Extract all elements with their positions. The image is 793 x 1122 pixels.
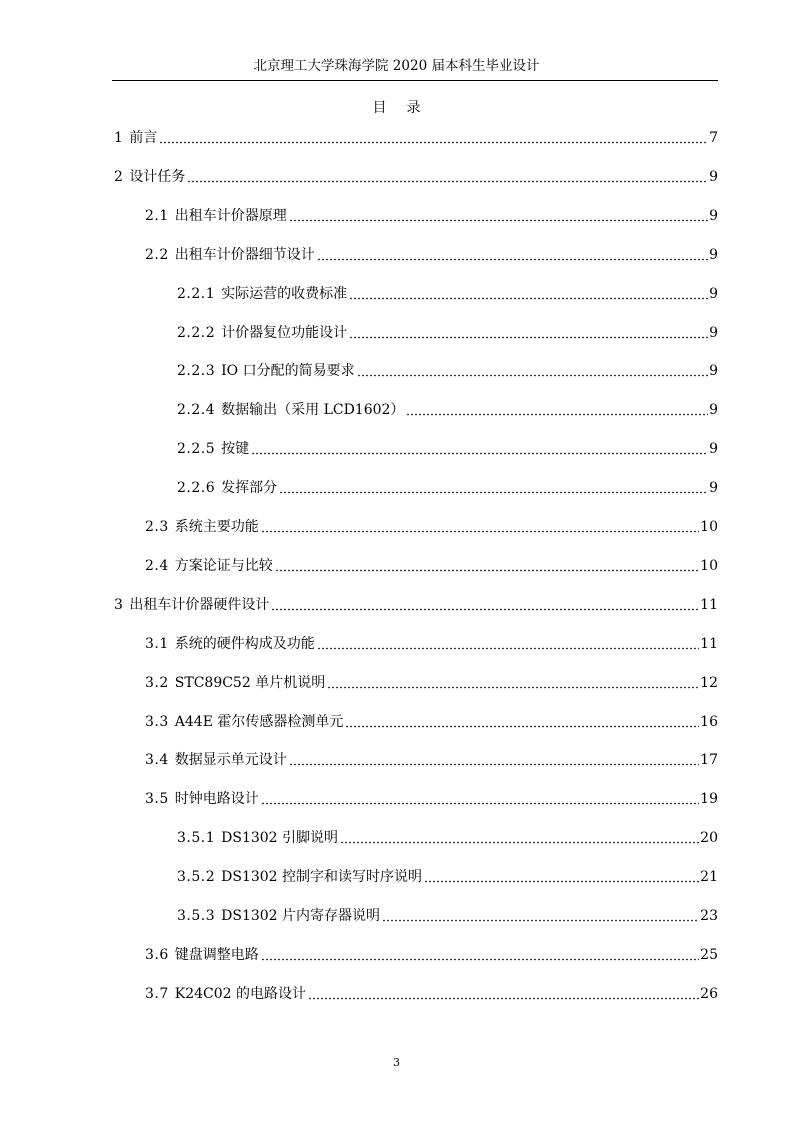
- toc-entry-page: 25: [700, 946, 718, 963]
- toc-dot-leader: [406, 404, 708, 416]
- toc-entry-label: 键盘调整电路: [174, 946, 259, 963]
- toc-entry-number: 1: [114, 130, 124, 146]
- toc-entry-number: 3.5.2: [177, 869, 216, 886]
- toc-entry-page: 9: [709, 168, 718, 185]
- toc-entry[interactable]: [114, 127, 718, 147]
- toc-entry[interactable]: [177, 399, 718, 419]
- toc-entry-page: 9: [709, 441, 718, 458]
- toc-entry-label: 出租车计价器原理: [174, 207, 287, 224]
- toc-entry-number: 3.6: [145, 946, 169, 963]
- toc-entry-number: 3: [114, 596, 124, 613]
- toc-entry[interactable]: [177, 866, 718, 886]
- toc-dot-leader: [317, 249, 708, 261]
- toc-entry-number: 3.5.3: [177, 908, 216, 924]
- toc-dot-leader: [382, 910, 699, 922]
- toc-entry[interactable]: [145, 205, 718, 225]
- toc-entry-number: 3.3: [145, 713, 169, 730]
- toc-entry-number: 2.2.4: [177, 402, 216, 419]
- toc-dot-leader: [251, 443, 708, 455]
- toc-entry-page: 11: [700, 596, 718, 613]
- toc-dot-leader: [349, 327, 708, 339]
- toc-dot-leader: [275, 560, 699, 572]
- toc-dot-leader: [289, 210, 708, 222]
- toc-entry-page: 23: [700, 908, 718, 924]
- toc-entry-label: DS1302 引脚说明: [221, 830, 339, 847]
- toc-entry-number: 2.1: [145, 207, 169, 224]
- toc-entry[interactable]: [177, 905, 718, 925]
- toc-entry[interactable]: [145, 516, 718, 536]
- toc-entry-label: IO 口分配的简易要求: [221, 363, 355, 380]
- toc-entry[interactable]: [177, 322, 718, 342]
- toc-entry-page: 9: [709, 246, 718, 263]
- toc-entry-number: 2.2.6: [177, 480, 216, 497]
- toc-entry-label: 设计任务: [129, 168, 186, 185]
- toc-entry-page: 16: [700, 713, 718, 730]
- toc-entry[interactable]: [177, 477, 718, 497]
- toc-entry-page: 17: [700, 752, 718, 769]
- toc-entry-label: DS1302 控制字和读写时序说明: [221, 869, 423, 886]
- toc-entry-number: 2.2.3: [177, 363, 216, 380]
- toc-dot-leader: [187, 171, 708, 183]
- toc-entry-page: 20: [700, 830, 718, 847]
- toc-dot-leader: [340, 832, 699, 844]
- toc-dot-leader: [317, 638, 699, 650]
- toc-entry-label: 发挥部分: [221, 480, 278, 497]
- toc-entry-number: 2.4: [145, 557, 169, 574]
- toc-dot-leader: [308, 988, 699, 1000]
- toc-title: 目录: [372, 100, 441, 116]
- toc-entry-page: 21: [700, 869, 718, 886]
- toc-entry-label: 系统主要功能: [174, 519, 259, 535]
- page-number: 3: [393, 1056, 400, 1069]
- toc-entry-label: 出租车计价器硬件设计: [129, 596, 270, 613]
- toc-entry[interactable]: [145, 983, 718, 1003]
- toc-dot-leader: [261, 793, 699, 805]
- toc-entry-label: 出租车计价器细节设计: [174, 246, 315, 263]
- toc-entry-page: 26: [700, 985, 718, 1002]
- toc-entry-page: 9: [709, 285, 718, 302]
- page-header: 北京理工大学珠海学院 2020 届本科生毕业设计: [253, 58, 540, 74]
- toc-entry-page: 9: [709, 402, 718, 419]
- toc-entry-page: 9: [709, 480, 718, 497]
- toc-dot-leader: [271, 599, 699, 611]
- toc-entry-label: A44E 霍尔传感器检测单元: [174, 713, 344, 730]
- toc-dot-leader: [357, 365, 708, 377]
- toc-entry-page: 9: [709, 363, 718, 380]
- toc-entry[interactable]: [114, 166, 718, 186]
- toc-entry-label: 按键: [221, 441, 250, 458]
- toc-entry-label: 数据显示单元设计: [174, 752, 287, 769]
- toc-entry[interactable]: [114, 594, 718, 614]
- toc-entry-page: 9: [709, 324, 718, 341]
- toc-entry-label: STC89C52 单片机说明: [174, 674, 326, 691]
- toc-entry[interactable]: [145, 711, 718, 731]
- toc-entry[interactable]: [145, 749, 718, 769]
- toc-entry-number: 3.7: [145, 985, 169, 1002]
- toc-entry-number: 2.3: [145, 519, 169, 535]
- toc-entry-page: 11: [700, 635, 718, 652]
- toc-entry[interactable]: [145, 244, 718, 264]
- toc-entry-label: 前言: [129, 130, 158, 146]
- toc-dot-leader: [261, 949, 699, 961]
- toc-entry[interactable]: [145, 672, 718, 692]
- toc-entry[interactable]: [177, 283, 718, 303]
- toc-entry-number: 2: [114, 168, 124, 185]
- toc-entry[interactable]: [177, 827, 718, 847]
- toc-entry[interactable]: [177, 360, 718, 380]
- toc-entry-number: 3.5.1: [177, 830, 216, 847]
- toc-entry-number: 2.2.2: [177, 324, 216, 341]
- toc-entry-number: 2.2: [145, 246, 169, 263]
- header-divider: [112, 80, 718, 81]
- toc-entry-label: 方案论证与比较: [174, 557, 273, 574]
- toc-entry[interactable]: [177, 438, 718, 458]
- toc-entry[interactable]: [145, 944, 718, 964]
- toc-entry[interactable]: [145, 555, 718, 575]
- toc-entry-label: 计价器复位功能设计: [221, 324, 348, 341]
- toc-entry-number: 3.5: [145, 791, 169, 808]
- toc-dot-leader: [289, 754, 699, 766]
- toc-entry-page: 10: [700, 557, 718, 574]
- toc-entry[interactable]: [145, 788, 718, 808]
- toc-dot-leader: [327, 677, 699, 689]
- toc-entry-page: 9: [709, 207, 718, 224]
- toc-entry-page: 7: [709, 130, 718, 146]
- toc-entry-page: 10: [700, 519, 718, 535]
- toc-entry-number: 2.2.5: [177, 441, 216, 458]
- toc-entry-label: 系统的硬件构成及功能: [174, 635, 315, 652]
- toc-entry-label: DS1302 片内寄存器说明: [221, 908, 381, 924]
- toc-dot-leader: [345, 716, 699, 728]
- toc-entry-label: 时钟电路设计: [174, 791, 259, 808]
- toc-entry-page: 12: [700, 674, 718, 691]
- toc-entry-label: K24C02 的电路设计: [174, 985, 307, 1002]
- toc-dot-leader: [159, 132, 708, 144]
- toc-dot-leader: [279, 482, 708, 494]
- toc-entry-number: 2.2.1: [177, 285, 216, 302]
- toc-dot-leader: [261, 521, 699, 533]
- toc-entry-label: 实际运营的收费标准: [221, 285, 348, 302]
- toc-entry-number: 3.1: [145, 635, 169, 652]
- toc-entry-number: 3.2: [145, 674, 169, 691]
- toc-entry[interactable]: [145, 633, 718, 653]
- toc-entry-number: 3.4: [145, 752, 169, 769]
- toc-dot-leader: [349, 288, 708, 300]
- toc-dot-leader: [424, 871, 699, 883]
- toc-entry-label: 数据输出（采用 LCD1602）: [221, 402, 405, 419]
- toc-entry-page: 19: [700, 791, 718, 808]
